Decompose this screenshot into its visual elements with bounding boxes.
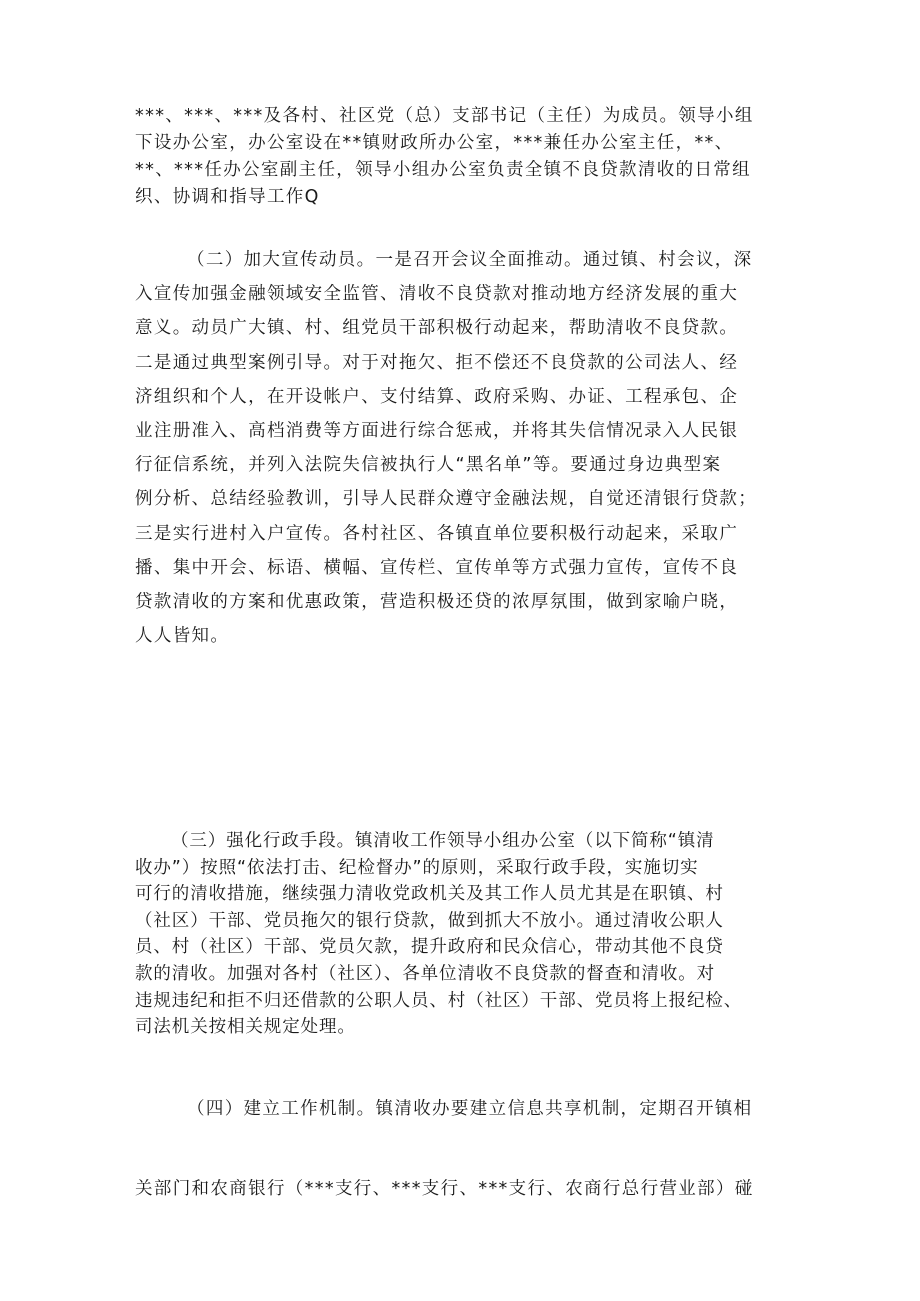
paragraph-work-mechanism: [135, 1092, 795, 1206]
text-line: 播、集中开会、标语、横幅、宣传栏、宣传单等方式强力宣传，宣传不良: [135, 557, 739, 578]
text-line: 关部门和农商银行（***支行、***支行、***支行、农商行总行营业部）碰: [135, 1179, 754, 1199]
text-line: 意义。动员广大镇、村、组党员干部积极行动起来，帮助清收不良贷款。: [135, 318, 739, 339]
text-line: 违规违纪和拒不归还借款的公职人员、村（社区）干部、党员将上报纪检、: [135, 990, 743, 1011]
paragraph-publicity-mobilization: [135, 243, 795, 653]
text-line: 收办”）按照“依法打击、纪检督办”的原则，采取行政手段，实施切实: [135, 857, 699, 878]
text-line: 行征信系统，并列入法院失信被执行人“黑名单”等。要通过身边典型案: [135, 455, 722, 476]
text-line: 济组织和个人，在开设帐户、支付结算、政府采购、办证、工程承包、企: [135, 386, 739, 407]
text-line: （社区）干部、党员拖欠的银行贷款，做到抓大不放小。通过清收公职人: [135, 910, 724, 931]
text-line: 入宣传加强金融领域安全监管、清收不良贷款对推动地方经济发展的重大: [135, 284, 739, 305]
text-line: 织、协调和指导工作Q: [135, 187, 320, 207]
text-line: 员、村（社区）干部、党员欠款，提升政府和民众信心，带动其他不良贷: [135, 937, 724, 958]
text-line: 可行的清收措施，继续强力清收党政机关及其工作人员尤其是在职镇、村: [135, 884, 724, 905]
text-line: 业注册准入、高档消费等方面进行综合惩戒，并将其失信情况录入人民银: [135, 420, 739, 441]
text-line: （四）建立工作机制。镇清收办要建立信息共享机制，定期召开镇相: [187, 1099, 753, 1119]
paragraph-leadership-group: [135, 103, 795, 211]
text-line: **、***任办公室副主任，领导小组办公室负责全镇不良贷款清收的日常组: [135, 160, 751, 180]
text-line: （二）加大宣传动员。一是召开会议全面推动。通过镇、村会议，深: [187, 250, 753, 270]
text-line: 下设办公室，办公室设在**镇财政所办公室，***兼任办公室主任，**、: [135, 133, 734, 153]
text-line: ***、***、***及各村、社区党（总）支部书记（主任）为成员。领导小组: [135, 106, 754, 126]
paragraph-administrative-means: [135, 828, 795, 1041]
text-line: 人人皆知。: [135, 626, 230, 647]
text-line: 司法机关按相关规定处理。: [135, 1017, 356, 1038]
text-line: （三）强化行政手段。镇清收工作领导小组办公室（以下简称“镇清: [171, 831, 715, 851]
text-line: 例分析、总结经验教训，引导人民群众遵守金融法规，自觉还清银行贷款；: [135, 489, 758, 510]
text-line: 三是实行进村入户宣传。各村社区、各镇直单位要积极行动起来，采取广: [135, 523, 739, 544]
text-line: 款的清收。加强对各村（社区）、各单位清收不良贷款的督查和清收。对: [135, 963, 716, 984]
text-line: 二是通过典型案例引导。对于对拖欠、拒不偿还不良贷款的公司法人、经: [135, 352, 739, 373]
text-line: 贷款清收的方案和优惠政策，营造积极还贷的浓厚氛围，做到家喻户晓，: [135, 591, 739, 612]
